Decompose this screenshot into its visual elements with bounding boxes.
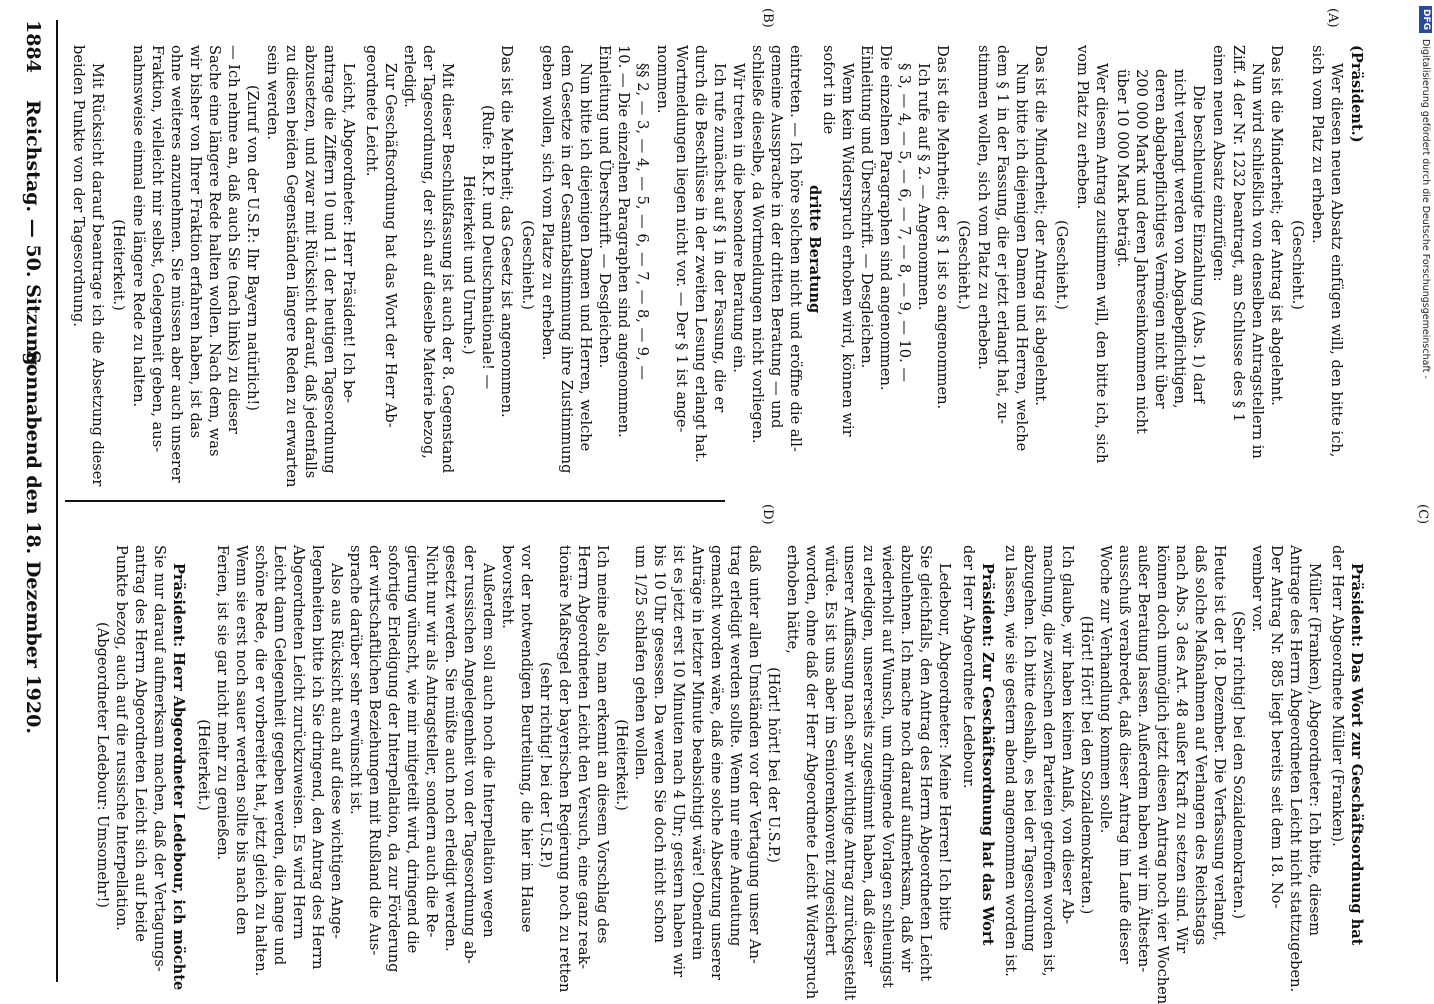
text-line: Präsident: Herr Abgeordneter Ledebour, ich möchte [170,563,187,991]
text-line: Müller (Franken), Abgeordneter: Ich bitte, diesem [1306,563,1323,936]
header-date: Sonnabend den 18. Dezember 1920. [22,350,44,734]
text-line: über 10 000 Mark beträgt. [1114,69,1131,268]
text-line: worden, ohne daß der Herr Abgeordnete Leicht Widerspruch [803,545,820,1000]
text-line: gesetzt werden. Sie müßte auch noch erledigt werden. [442,545,459,952]
text-line: 200 000 Mark und deren Jahreseinkommen nicht [1133,69,1150,434]
text-line: (Hört! Hört! bei den Sozialdemokraten.) [1078,615,1095,915]
text-line: Sache eine längere Rede halten wollen. Nach dem, was [206,45,223,457]
text-line: Wer diesem Antrag zustimmen will, den bitte ich, sich [1093,63,1110,464]
text-line: Die einzelnen Paragraphen sind angenommen. [877,45,894,391]
text-line: Nun bitte ich diejenigen Damen und Herren, welche [1013,63,1030,452]
text-line: außer Beratung lassen. Außerdem haben wir im Ältesten- [1135,545,1152,973]
text-line: — Ich nehme an, daß auch Sie (nach links) zu dieser [225,45,242,434]
text-line: sofortige Erledigung der Interpellation, da zur Förderung [385,545,402,973]
text-line: 10. — Die einzelnen Paragraphen sind angenommen. [615,45,632,438]
text-line: antrage die Ziffern 10 und 11 der heutigen Tagesordnung [321,45,338,474]
text-line: Herrn Abgeordneten Leicht den Versuch, eine ganz reak- [575,545,592,970]
text-line: zu lassen, wie sie gestern abend angenommen worden ist. [1002,545,1019,977]
text-line: Ich meine also, man erkennt an diesem Vorschlag des [594,545,611,944]
text-line: Leicht, Abgeordneter: Herr Präsident! Ich be- [340,63,357,403]
text-line: können doch unmöglich jetzt diesen Antrag noch vier Wochen [1154,545,1171,1004]
header-title: Reichstag. — 50. Sitzung. [22,100,44,373]
text-line: abzusetzen, und zwar mit Rücksicht darauf, daß jedenfalls [302,45,319,479]
text-line: Fraktion, vielleicht mir selbst, Gelegenheit geben, aus- [149,45,166,453]
text-line: geben wollen, sich vom Platze zu erheben. [539,45,556,361]
text-line: zu diesen beiden Gegenständen längere Reden zu erwarten [283,45,300,488]
text-line: Das ist die Mehrheit; das Gesetz ist angenommen. [498,45,515,418]
text-line: Ich rufe zunächst auf § 1 in der Fassung, die er [711,63,728,413]
text-line: erhoben hätte, [784,545,801,654]
text-line: Einleitung und Überschrift. — Desgleichen. [858,45,875,369]
header-rule [56,20,58,982]
text-line: Nun wird schließlich von denselben Antragstellern in [1249,63,1266,459]
text-line: nach Abs. 3 des Art. 48 außer Kraft zu setzen sind. Wir [1173,545,1190,954]
text-line: würde. Es ist uns aber im Seniorenkonvent zugesichert [822,545,839,956]
text-line: (Geschieht.) [955,220,972,310]
text-line: Anträge in letzter Minute beabsichtigt wäre! Obendrein [689,545,706,961]
text-line: dem Gesetze in der Gesamtabstimmung ihre Zustimmung [558,45,575,474]
text-line: legenheiten bitte ich Sie dringend, den Antrag des Herrn [309,545,326,970]
text-line: Punkte bezog, auch auf die russische Interpellation. [113,545,130,931]
text-line: Das ist die Minderheit; der Antrag ist abgelehnt. [1268,45,1285,406]
credit-text: Digitalisierung gefördert durch die Deutsche Forschungsgemeinschaft - [1420,39,1432,379]
text-line: gemacht worden wäre, daß eine solche Absetzung unserer [708,545,725,980]
text-line: Antrage des Herrn Abgeordneten Leicht nicht stattzugeben. [1287,545,1304,993]
page-number: 1884 [22,20,44,73]
text-line: der wirtschaftlichen Beziehungen mit Rußland die Aus- [366,545,383,956]
text-line: Wortmeldungen liegen nicht vor. — Der § 1 ist ange- [673,45,690,433]
text-line: Einleitung und Überschrift. — Desgleichen. [596,45,613,369]
text-line: (Hört! hört! bei der U.S.P.) [765,667,782,863]
text-line: vor der notwendigen Beurteilung, die hier im Hause [518,545,535,933]
text-line: §§ 2, — 3, — 4, — 5, — 6, — 7, — 8, — 9, — [634,63,651,380]
text-line: abzugehen. Ich bitte deshalb, es bei der Tagesordnung [1021,545,1038,952]
text-line: Ferien, ist sie gar nicht mehr zu genießen. [214,545,231,861]
text-line: ist es jetzt erst 10 Minuten nach 4 Uhr; gestern haben wir [670,545,687,978]
text-line: antrag des Herrn Abgeordneten Leicht sich auf beide [132,545,149,942]
text-line: wiederholt auf Wunsch, um dringende Vorlagen schleunigst [879,545,896,988]
text-line: (Zuruf von der U.S.P.: Ihr Bayern natürlich!) [244,85,261,411]
text-line: Das ist die Minderheit; der Antrag ist abgelehnt. [1032,45,1049,406]
text-line: Das ist die Mehrheit; der § 1 ist so angenommen. [934,45,951,410]
text-line: erledigt. [401,45,418,108]
text-line: Wer diesen neuen Absatz einfügen will, den bitte ich, [1328,63,1345,458]
text-line: daß solche Maßnahmen auf Verlangen des Reichstags [1192,545,1209,946]
text-line: schöne Rede, die er vorbereitet hat, jetzt gleich zu halten. [252,545,269,977]
text-line: (Geschieht.) [1053,220,1070,310]
text-line: nicht verlangt werden von Abgabepflichtigen, [1171,69,1188,409]
text-line: Woche zur Verhandlung kommen solle. [1097,545,1114,834]
text-line: dritte Beratung [806,185,823,314]
text-line: nommen. [654,45,671,114]
text-line: Nicht nur wir als Antragsteller, sondern auch die Re- [423,545,440,938]
text-line: Ledebour, Abgeordneter: Meine Herren! Ich bitte [936,563,953,931]
margin-marker-d: (D) [760,504,775,525]
text-line: Zur Geschäftsordnung hat das Wort der Herr Ab- [382,63,399,428]
text-line: Ich glaube, wir haben keinen Anlaß, von dieser Ab- [1059,545,1076,925]
text-line: wir bisher von Ihrer Fraktion erfahren haben, ist das [187,45,204,439]
text-line: Der Antrag Nr. 885 liegt bereits seit dem 18. No- [1268,545,1285,909]
column-divider [65,500,725,502]
margin-marker-a: (A) [1325,8,1340,28]
text-line: (sehr richtig! bei der U.S.P.) [537,661,554,869]
text-line: sich vom Platz zu erheben. [1309,45,1326,244]
text-line: beiden Punkte von der Tagesordnung. [70,45,87,327]
text-line: Ich rufe auf § 2. — Angenommen. [915,63,932,311]
text-line: deren abgabepflichtiges Vermögen nicht über [1152,69,1169,409]
text-line: sein werden. [264,45,281,140]
text-line: (Heiterkeit.) [613,719,630,811]
text-line: (Heiterkeit.) [195,719,212,811]
text-line: Also aus Rücksicht auch auf diese wichtigen Ange- [328,563,345,939]
text-line: eintreten. — Ich höre solchen nicht und eröffne die all- [787,45,804,452]
text-line: Nun bitte ich diejenigen Damen und Herren, welche [577,63,594,452]
text-line: (Heiterkeit.) [110,219,127,311]
text-line: bevorsteht. [499,545,516,629]
text-line: der Herr Abgeordnete Ledebour. [960,545,977,789]
text-line: daß unter allen Umständen vor der Vertagung unser An- [746,545,763,964]
margin-marker-b: (B) [760,8,775,28]
text-line: (Geschieht.) [519,220,536,310]
text-line: sofort in die [820,45,837,135]
text-line: gierung wünscht, wie mir mitgeteilt wird, dringend die [404,545,421,954]
digitization-credit [1418,6,1434,991]
text-line: gemeine Aussprache in der dritten Beratung — und [768,45,785,429]
text-line: um 1/25 schlafen gehen wollen. [632,545,649,781]
text-line: tionäre Maßregel der bayerischen Regierung noch zu retten [556,545,573,993]
text-line: Wenn kein Widerspruch erhoben wird, können wir [839,63,856,437]
text-line: Sie nur darauf aufmerksam machen, daß der Vertagungs- [151,545,168,972]
text-line: Wir treten in die besondere Beratung ein. [730,63,747,373]
text-line: (Abgeordneter Ledebour: Umsomehr!) [94,622,111,908]
text-line: dem § 1 in der Fassung, die er jetzt erlangt hat, zu- [994,45,1011,425]
text-line: trag erledigt werden sollte. Wenn nur eine Andeutung [727,545,744,947]
text-line: (Rufe: B.K.P. und Deutschnationale! — [479,105,496,390]
text-line: § 3, — 4, — 5, — 6, — 7, — 8, — 9, — 10. — [896,63,913,382]
text-line: vom Platz zu erheben. [1074,45,1091,210]
text-line: Heiterkeit und Unruhe.) [460,175,477,355]
text-line: geordnete Leicht. [363,45,380,177]
text-line: der Tagesordnung, der sich auf dieselbe Materie bezog, [420,45,437,459]
text-line: der Herr Abgeordnete Müller (Franken). [1329,545,1346,847]
text-line: Die beschleunigte Einzahlung (Abs. 1) darf [1190,85,1207,404]
text-line: sprache darüber sehr erwünscht ist. [347,545,364,815]
text-line: Ziff. 4 der Nr. 1232 beantragt, am Schlusse des § 1 [1230,45,1247,423]
text-line: nahmsweise einmal eine längere Rede zu halten. [130,45,147,408]
text-line: unserer Auffassung nach sehr wichtige Antrag zurückgestellt [841,545,858,1001]
text-line: (Präsident.) [1348,45,1365,143]
text-line: vember vor. [1249,545,1266,633]
page-header [16,20,50,980]
text-line: ausschuß verabredet, daß dieser Antrag im Laufe dieser [1116,545,1133,964]
text-line: Außerdem soll auch noch die Interpellation wegen [480,563,497,938]
text-line: Präsident: Das Wort zur Geschäftsordnung hat [1348,563,1365,946]
text-line: Heute ist der 18. Dezember. Die Verfassung verlangt, [1211,545,1228,941]
text-line: ohne weiteres anzunehmen. Sie müssen aber auch unserer [168,45,185,483]
text-line: schließe dieselbe, da Wortmeldungen nicht vorliegen. [749,45,766,444]
text-line: machung, die zwischen den Parteien getroffen worden ist, [1040,545,1057,977]
dfg-logo: DFG [1420,6,1433,33]
text-line: abzulehnen. Ich mache noch darauf aufmerksam, daß wir [898,545,915,973]
margin-marker-c: (C) [1415,504,1430,525]
text-line: einen neuen Absatz einzufügen: [1210,45,1227,282]
text-line: Abgeordneten Leicht zurückzuweisen. Es wird Herrn [290,545,307,940]
text-line: (Geschieht.) [1289,220,1306,310]
text-line: durch die Beschlüsse in der zweiten Lesung erlangt hat. [692,45,709,463]
text-line: stimmen wollen, sich vom Platz zu erheben. [975,45,992,370]
text-line: Sie gleichfalls, den Antrag des Herrn Abgeordneten Leicht [917,545,934,981]
text-line: Leicht dann Gelegenheit gegeben werden, die lange und [271,545,288,966]
text-line: bis 10 Uhr gesessen. Da werden Sie doch nicht schon [651,545,668,943]
text-line: zu erledigen, unsererseits zugestimmt haben, daß dieser [860,545,877,967]
text-line: Wenn sie erst noch sauer werden sollte bis nach den [233,545,250,935]
text-line: Mit dieser Beschlußfassung ist auch der 8. Gegenstand [439,63,456,474]
text-line: (Sehr richtig! bei den Sozialdemokraten.) [1230,610,1247,920]
text-line: Mit Rücksicht darauf beantrage ich die Absetzung dieser [89,63,106,487]
text-line: Präsident: Zur Geschäftsordnung hat das Wort [979,563,996,946]
text-line: der russischen Angelegenheit von der Tagesordnung ab- [461,545,478,964]
